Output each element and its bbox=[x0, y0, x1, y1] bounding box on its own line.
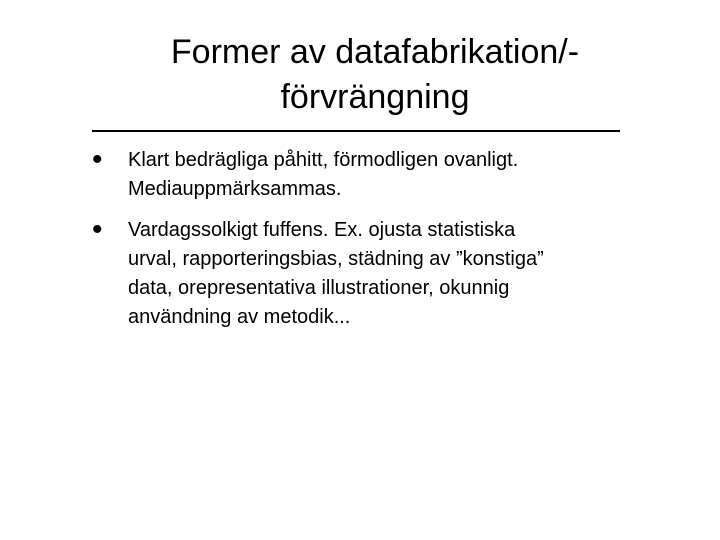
title-underline-divider bbox=[92, 130, 620, 132]
bullet-dot-icon: • bbox=[92, 213, 103, 246]
bullet-text-line: Mediauppmärksammas. bbox=[128, 178, 342, 200]
bullet-dot-icon: • bbox=[92, 143, 103, 176]
bullet-text bbox=[128, 216, 628, 332]
slide-title bbox=[95, 30, 655, 120]
bullet-text-line: data, orepresentativa illustrationer, okunnig bbox=[128, 277, 510, 299]
bullet-text-line: användning av metodik... bbox=[128, 306, 351, 328]
bullet-text bbox=[128, 146, 628, 204]
bullet-text-line: Klart bedrägliga påhitt, förmodligen ovanligt. bbox=[128, 149, 519, 171]
bullet-text-line: Vardagssolkigt fuffens. Ex. ojusta statistiska bbox=[128, 219, 516, 241]
slide-title-line: förvrängning bbox=[280, 78, 470, 116]
slide-title-line: Former av datafabrikation/- bbox=[170, 33, 580, 71]
bullet-text-line: urval, rapporteringsbias, städning av ”konstiga” bbox=[128, 248, 544, 270]
